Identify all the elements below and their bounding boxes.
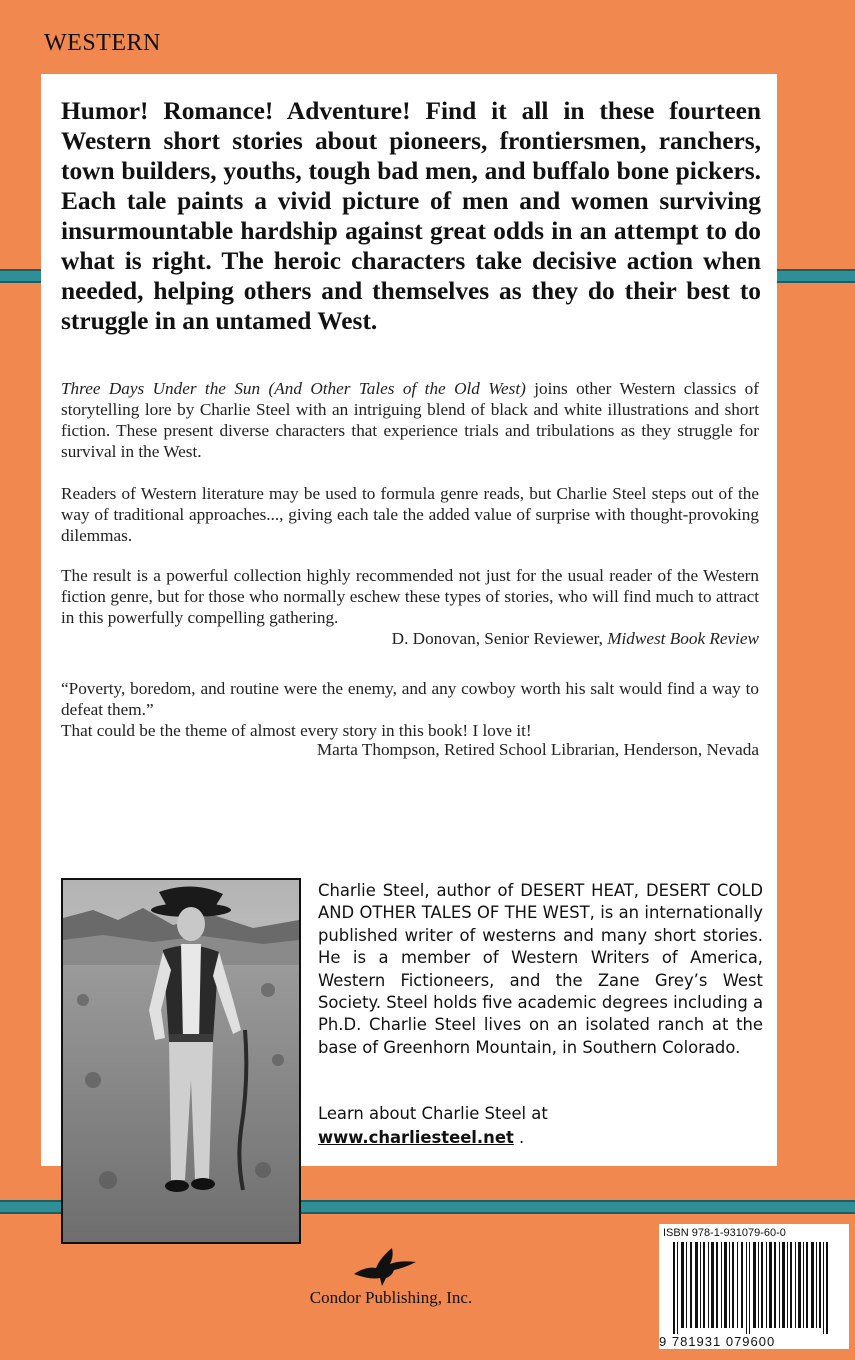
publisher-name: Condor Publishing, Inc. [309,1288,473,1307]
author-website-link[interactable]: www.charliesteel.net [318,1128,514,1147]
author-photo [61,878,301,1244]
review-attribution-1 [392,628,759,649]
testimonial-quote: “Poverty, boredom, and routine were the enemy, and any cowboy worth his salt would find a way to defeat them.” [61,679,759,719]
review-publication: Midwest Book Review [607,629,759,648]
isbn-barcode [659,1224,849,1349]
book-blurb: Humor! Romance! Adventure! Find it all in these fourteen Western short stories about pioneers, frontiersmen, ranchers, town builders, youths, tough bad men, and buffalo bone pickers. Each tale paints a vivid picture of men and women surviving insurmountable hardship against great odds in an attempt to do what is right. The heroic characters take decisive action when needed, helping others and themselves as they do their best to struggle in an untamed West. [61,97,761,335]
review-paragraph-3: The result is a powerful collection highly recommended not just for the usual reader of the Western fiction genre, but for those who normally eschew these types of stories, who will find much to attract in this powerfully compelling gathering. [61,566,759,627]
review-paragraph-1 [61,378,759,462]
genre-label: WESTERN [44,30,161,56]
condor-logo-icon [352,1244,418,1288]
testimonial-attribution: Marta Thompson, Retired School Librarian, Henderson, Nevada [316,740,759,759]
review-paragraph-2: Readers of Western literature may be used to formula genre reads, but Charlie Steel steps out of the way of traditional approaches..., giving each tale the added value of surprise with thought-provoking dilemmas. [61,484,759,545]
author-website-block [318,1102,763,1150]
barcode-number: 9 781931 079600 [659,1334,776,1349]
review-paragraph-1-text: joins other Western classics of storytelling lore by Charlie Steel with an intriguing blend of black and white illustrations and short fiction. These present diverse characters that experience trials and tribulations as they struggle for survival in the West. [61,379,759,461]
reviewed-book-title: Three Days Under the Sun (And Other Tales of the Old West) [61,379,526,398]
website-suffix: . [513,1128,525,1147]
author-bio: Charlie Steel, author of DESERT HEAT, DESERT COLD AND OTHER TALES OF THE WEST, is an internationally published writer of westerns and many short stories. He is a member of Western Writers of America, Western Fictioneers, and the Zane Grey’s West Society. Steel holds five academic degrees including a Ph.D. Charlie Steel lives on an isolated ranch at the base of Greenhorn Mountain, in Southern Colorado. [318,881,763,1057]
learn-more-text: Learn about Charlie Steel at [318,1104,548,1123]
author-photo-graphic [63,880,299,1242]
testimonial-comment: That could be the theme of almost every story in this book! I love it! [61,721,532,740]
barcode-bars [659,1224,849,1349]
reviewer-name: D. Donovan, Senior Reviewer, [391,629,608,648]
isbn-label: ISBN 978-1-931079-60-0 [663,1227,786,1239]
